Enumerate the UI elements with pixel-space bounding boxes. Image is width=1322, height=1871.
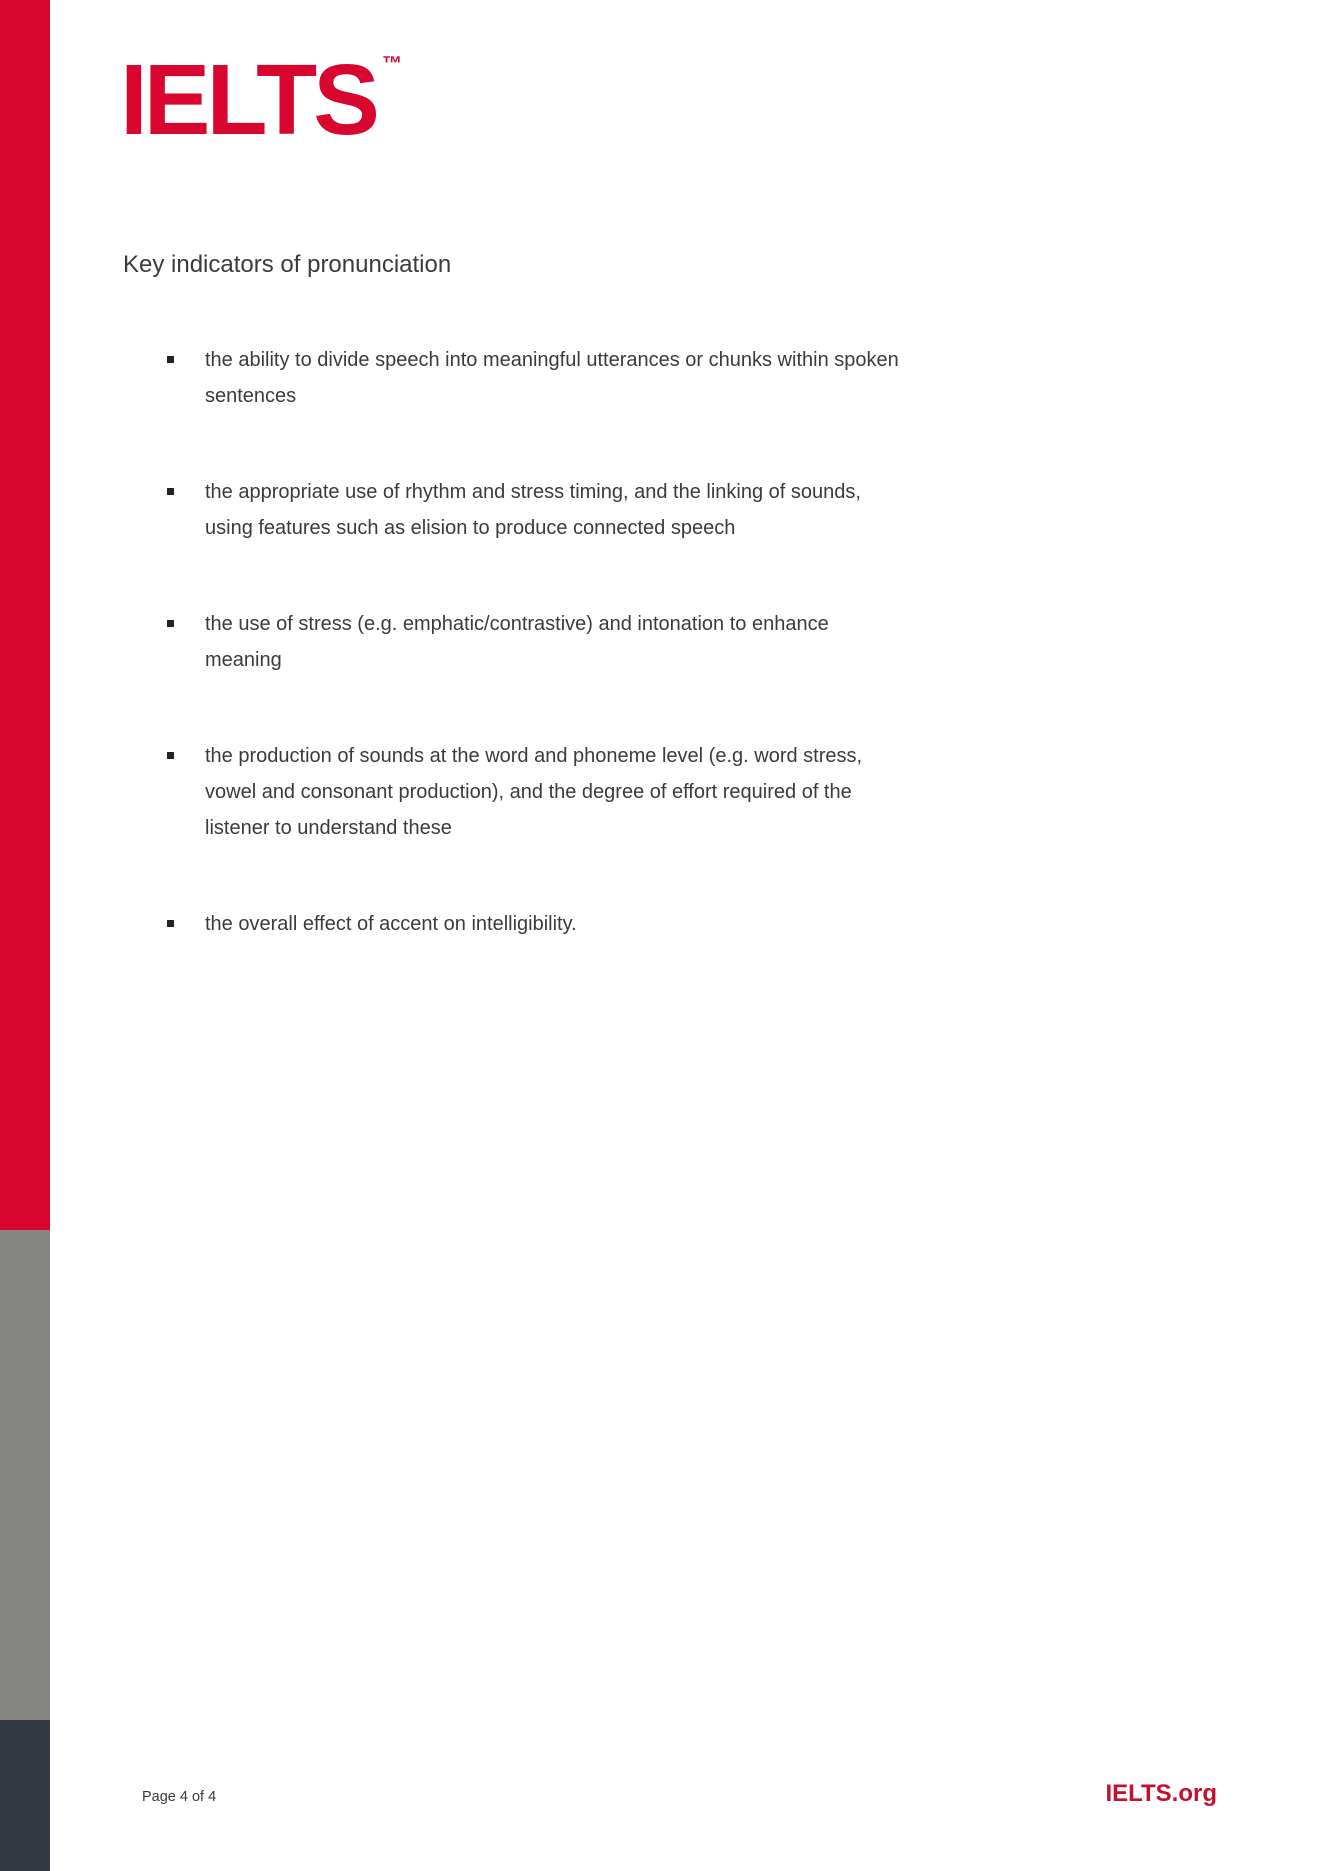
ielts-org-link[interactable]: IELTS.org (1105, 1780, 1217, 1807)
accent-bar-gray-segment (0, 1230, 50, 1720)
left-accent-bar (0, 0, 50, 1871)
list-item-line: using features such as elision to produce connected speech (205, 517, 736, 539)
ielts-logo (120, 44, 402, 156)
accent-bar-red-segment (0, 0, 50, 1230)
list-item (167, 342, 1227, 414)
list-item (167, 606, 1227, 678)
bullet-list (167, 342, 1227, 1002)
page-number: Page 4 of 4 (142, 1789, 217, 1805)
bullet-square-icon (167, 356, 174, 363)
list-item-line: the use of stress (e.g. emphatic/contrastive) and intonation to enhance (205, 613, 829, 635)
bullet-square-icon (167, 752, 174, 759)
list-item-line: meaning (205, 649, 282, 671)
section-heading: Key indicators of pronunciation (123, 251, 452, 278)
list-item-line: the production of sounds at the word and phoneme level (e.g. word stress, (205, 745, 863, 767)
list-item-line: the appropriate use of rhythm and stress timing, and the linking of sounds, (205, 481, 861, 503)
list-item-line: vowel and consonant production), and the degree of effort required of the (205, 781, 852, 803)
bullet-square-icon (167, 620, 174, 627)
trademark-icon: ™ (381, 53, 402, 75)
ielts-logo-text: IELTS (120, 44, 376, 156)
list-item-line: listener to understand these (205, 817, 452, 839)
list-item (167, 738, 1227, 846)
list-item-line: the ability to divide speech into meaningful utterances or chunks within spoken (205, 349, 899, 371)
list-item (167, 474, 1227, 546)
bullet-square-icon (167, 488, 174, 495)
bullet-square-icon (167, 920, 174, 927)
list-item (167, 906, 1227, 942)
list-item-line: the overall effect of accent on intelligibility. (205, 913, 577, 935)
list-item-line: sentences (205, 385, 297, 407)
accent-bar-dark-segment (0, 1720, 50, 1871)
